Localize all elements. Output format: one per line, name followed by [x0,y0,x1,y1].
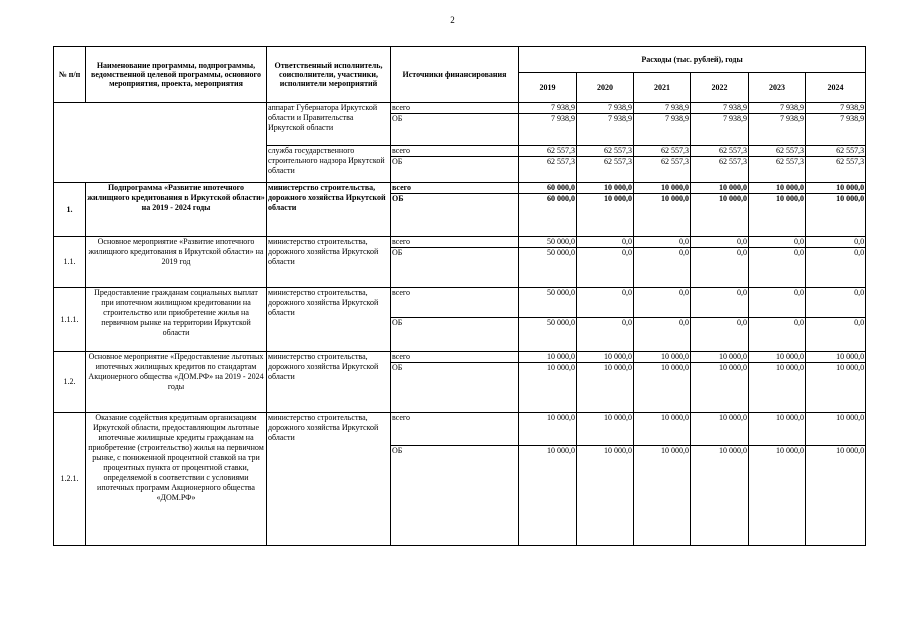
value-cell: 10 000,0 [634,363,691,413]
source-cell: ОБ [391,446,519,546]
value-cell: 62 557,3 [691,157,749,183]
value-cell: 10 000,0 [519,413,577,446]
executor-cell: министерство строительства, дорожного хозяйства Иркутской области [267,352,391,413]
executor-cell: министерство строительства, дорожного хозяйства Иркутской области [267,288,391,352]
source-cell: ОБ [391,114,519,146]
value-cell: 10 000,0 [691,413,749,446]
value-cell: 10 000,0 [634,446,691,546]
value-cell: 7 938,9 [634,103,691,114]
header-year: 2023 [749,73,806,103]
value-cell: 7 938,9 [691,114,749,146]
value-cell: 0,0 [806,318,866,352]
value-cell: 62 557,3 [749,146,806,157]
value-cell: 62 557,3 [806,146,866,157]
value-cell: 50 000,0 [519,248,577,288]
value-cell: 10 000,0 [577,413,634,446]
source-cell: всего [391,183,519,194]
source-cell: ОБ [391,194,519,237]
value-cell: 10 000,0 [577,446,634,546]
value-cell: 10 000,0 [749,183,806,194]
value-cell: 10 000,0 [749,194,806,237]
value-cell: 10 000,0 [806,446,866,546]
source-cell: ОБ [391,248,519,288]
header-year: 2020 [577,73,634,103]
value-cell: 62 557,3 [749,157,806,183]
table-row [54,352,866,363]
value-cell: 10 000,0 [806,363,866,413]
source-cell: ОБ [391,363,519,413]
source-cell: всего [391,103,519,114]
row-number: 1. [54,183,86,237]
executor-cell: министерство строительства, дорожного хозяйства Иркутской области [267,183,391,237]
value-cell: 60 000,0 [519,194,577,237]
value-cell: 0,0 [634,288,691,318]
value-cell: 10 000,0 [634,352,691,363]
value-cell: 0,0 [806,288,866,318]
source-cell: всего [391,352,519,363]
header-year: 2019 [519,73,577,103]
value-cell: 10 000,0 [806,183,866,194]
value-cell: 0,0 [749,237,806,248]
value-cell: 0,0 [634,318,691,352]
source-cell: всего [391,237,519,248]
value-cell: 0,0 [691,237,749,248]
value-cell: 10 000,0 [691,446,749,546]
value-cell: 50 000,0 [519,237,577,248]
value-cell: 10 000,0 [691,363,749,413]
row-number: 1.1. [54,237,86,288]
value-cell: 7 938,9 [519,114,577,146]
page-number: 2 [450,15,455,25]
value-cell: 10 000,0 [806,413,866,446]
value-cell: 0,0 [806,248,866,288]
value-cell: 10 000,0 [577,352,634,363]
value-cell: 62 557,3 [634,146,691,157]
value-cell: 7 938,9 [749,103,806,114]
budget-table [53,46,866,546]
value-cell: 7 938,9 [519,103,577,114]
empty-cell [54,103,267,183]
value-cell: 10 000,0 [634,183,691,194]
value-cell: 62 557,3 [577,157,634,183]
value-cell: 10 000,0 [749,363,806,413]
value-cell: 10 000,0 [577,183,634,194]
value-cell: 0,0 [691,248,749,288]
table-row [54,103,866,114]
value-cell: 10 000,0 [634,413,691,446]
value-cell: 10 000,0 [577,363,634,413]
value-cell: 10 000,0 [691,183,749,194]
value-cell: 10 000,0 [749,413,806,446]
row-name: Основное мероприятие «Развитие ипотечного жилищного кредитования в Иркутской области» на 2019 год [86,237,267,288]
value-cell: 0,0 [749,318,806,352]
value-cell: 0,0 [749,248,806,288]
value-cell: 0,0 [634,237,691,248]
header-year: 2022 [691,73,749,103]
row-name: Подпрограмма «Развитие ипотечного жилищного кредитования в Иркутской области» на 2019 - 2024 годы [86,183,267,237]
row-number: 1.1.1. [54,288,86,352]
value-cell: 0,0 [577,318,634,352]
value-cell: 10 000,0 [806,194,866,237]
source-cell: ОБ [391,318,519,352]
header-num: № п/п [54,47,86,103]
executor-cell: аппарат Губернатора Иркутской области и Правительства Иркутской области [267,103,391,146]
value-cell: 50 000,0 [519,288,577,318]
row-number: 1.2.1. [54,413,86,546]
value-cell: 7 938,9 [691,103,749,114]
source-cell: всего [391,413,519,446]
value-cell: 60 000,0 [519,183,577,194]
executor-cell: служба государственного строительного надзора Иркутской области [267,146,391,183]
value-cell: 0,0 [691,288,749,318]
value-cell: 0,0 [691,318,749,352]
value-cell: 10 000,0 [806,352,866,363]
value-cell: 7 938,9 [749,114,806,146]
value-cell: 62 557,3 [577,146,634,157]
header-source: Источники финансирования [391,47,519,103]
value-cell: 0,0 [806,237,866,248]
value-cell: 50 000,0 [519,318,577,352]
source-cell: всего [391,146,519,157]
value-cell: 7 938,9 [806,103,866,114]
value-cell: 7 938,9 [634,114,691,146]
value-cell: 0,0 [577,248,634,288]
header-name: Наименование программы, подпрограммы, ведомственной целевой программы, основного мероприятия, проекта, мероприятия [86,47,267,103]
header-expenses: Расходы (тыс. рублей), годы [519,47,866,73]
value-cell: 0,0 [577,288,634,318]
value-cell: 10 000,0 [519,446,577,546]
row-name: Оказание содействия кредитным организациям Иркутской области, предоставляющим льготные ипотечные жилищные кредиты гражданам на приобретение (строительство) жилья на первичном рынке, с пониженной процентной ставкой на три процентных пункта от процентной ставки, определяемой в соответствии с условиями ипотечных программ Акционерного общества «ДОМ.РФ» [86,413,267,546]
value-cell: 62 557,3 [519,157,577,183]
value-cell: 62 557,3 [519,146,577,157]
header-year: 2024 [806,73,866,103]
source-cell: всего [391,288,519,318]
value-cell: 10 000,0 [749,352,806,363]
table-row [54,183,866,194]
header-executor: Ответственный исполнитель, соисполнители, участники, исполнители мероприятий [267,47,391,103]
row-number: 1.2. [54,352,86,413]
value-cell: 62 557,3 [806,157,866,183]
value-cell: 7 938,9 [806,114,866,146]
value-cell: 10 000,0 [519,352,577,363]
value-cell: 62 557,3 [691,146,749,157]
value-cell: 0,0 [634,248,691,288]
source-cell: ОБ [391,157,519,183]
row-name: Основное мероприятие «Предоставление льготных ипотечных жилищных кредитов по стандартам Акционерного общества «ДОМ.РФ» на 2019 - 2024 годы [86,352,267,413]
value-cell: 7 938,9 [577,103,634,114]
value-cell: 10 000,0 [519,363,577,413]
value-cell: 7 938,9 [577,114,634,146]
value-cell: 0,0 [577,237,634,248]
row-name: Предоставление гражданам социальных выплат при ипотечном жилищном кредитовании на строительство или приобретение жилья на первичном рынке на территории Иркутской области [86,288,267,352]
value-cell: 10 000,0 [749,446,806,546]
header-year: 2021 [634,73,691,103]
table-row [54,288,866,318]
value-cell: 0,0 [749,288,806,318]
executor-cell: министерство строительства, дорожного хозяйства Иркутской области [267,413,391,546]
value-cell: 10 000,0 [691,194,749,237]
value-cell: 62 557,3 [634,157,691,183]
table-row [54,413,866,446]
table-row [54,237,866,248]
value-cell: 10 000,0 [634,194,691,237]
value-cell: 10 000,0 [691,352,749,363]
executor-cell: министерство строительства, дорожного хозяйства Иркутской области [267,237,391,288]
value-cell: 10 000,0 [577,194,634,237]
